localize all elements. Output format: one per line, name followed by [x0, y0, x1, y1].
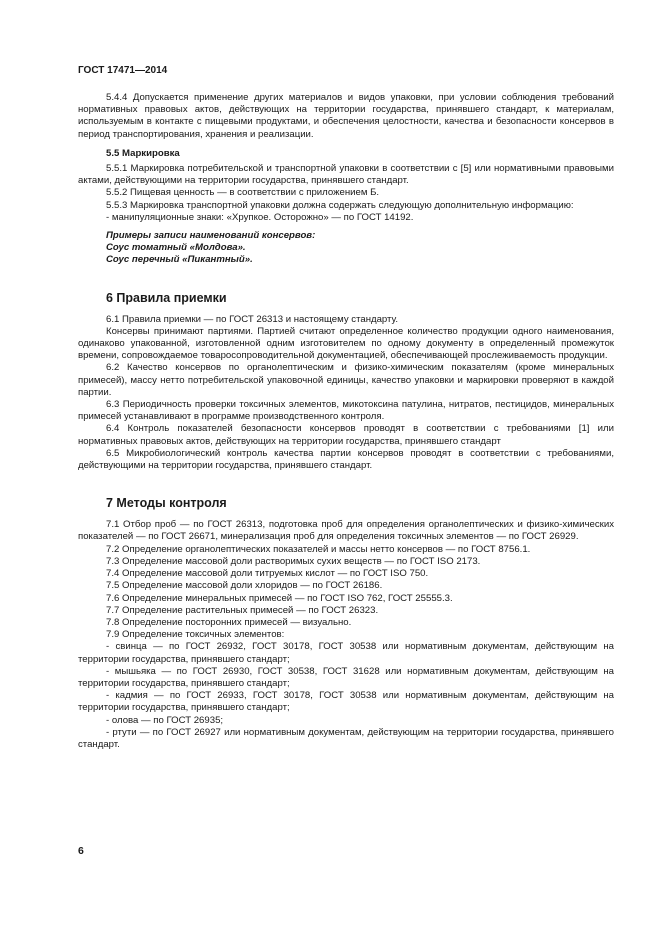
paragraph-6-1-lots: Консервы принимают партиями. Партией считают определенное количество продукции одного наименования, одинаково упакованной, изготовленной одним изготовителем по одному документу в определенный промежуток времени, сопровождаемое товаросопроводительной документацией, обеспечивающей прослеживаемость продукции. [78, 325, 614, 362]
paragraph-6-5: 6.5 Микробиологический контроль качества партии консервов проводят в соответствии с требованиями, действующими на территории государства, принявшего стандарт. [78, 447, 614, 472]
paragraph-5-5-2: 5.5.2 Пищевая ценность — в соответствии с приложением Б. [106, 187, 380, 199]
section-title-7: 7 Методы контроля [106, 496, 227, 511]
document-header: ГОСТ 17471—2014 [78, 65, 168, 76]
paragraph-6-2: 6.2 Качество консервов по органолептическим и физико-химическим показателям (кроме минеральных примесей), массу нетто потребительской упаковочной единицы, качество упаковки и маркировки проверяют в каждой партии. [78, 362, 614, 398]
paragraph-7-3: 7.3 Определение массовой доли растворимых сухих веществ — по ГОСТ ISO 2173. [106, 555, 481, 567]
paragraph-7-7: 7.7 Определение растительных примесей — по ГОСТ 26323. [106, 604, 379, 616]
paragraph-7-2: 7.2 Определение органолептических показателей и массы нетто консервов — по ГОСТ 8756.1. [106, 543, 531, 555]
paragraph-7-6: 7.6 Определение минеральных примесей — по ГОСТ ISO 762, ГОСТ 25555.3. [106, 592, 453, 604]
paragraph-5-4-4: 5.4.4 Допускается применение других материалов и видов упаковки, при условии соблюдения требований нормативных правовых актов, действующих на территории государства, принявшего стандарт, к материалам, используемым в контакте с пищевыми продуктами, и обеспечения целостности, качества и безопасности консервов в период транспортирования, хранения и реализации. [78, 92, 614, 140]
examples-title: Примеры записи наименований консервов: [106, 230, 316, 242]
example-2: Соус перечный «Пикантный». [106, 254, 253, 266]
paragraph-5-5-1: 5.5.1 Маркировка потребительской и транспортной упаковки в соответствии с [5] или нормативными правовыми актами, действующими на территории государства, принявшего стандарт. [78, 163, 614, 187]
list-item-lead: - свинца — по ГОСТ 26932, ГОСТ 30178, ГОСТ 30538 или нормативным документам, действующим на территории государства, принявшего стандарт; [78, 641, 614, 665]
paragraph-7-4: 7.4 Определение массовой доли титруемых кислот — по ГОСТ ISO 750. [106, 568, 429, 580]
paragraph-7-5: 7.5 Определение массовой доли хлоридов — по ГОСТ 26186. [106, 580, 383, 592]
paragraph-manipulation-signs: - манипуляционные знаки: «Хрупкое. Осторожно» — по ГОСТ 14192. [106, 211, 414, 223]
example-1: Соус томатный «Молдова». [106, 242, 246, 254]
paragraph-6-3: 6.3 Периодичность проверки токсичных элементов, микотоксина патулина, нитратов, пестицидов, минеральных примесей устанавливают в программе производственного контроля. [78, 399, 614, 423]
list-item-mercury: - ртути — по ГОСТ 26927 или нормативным документам, действующим на территории государства, принявшего стандарт. [78, 726, 614, 750]
list-item-tin: - олова — по ГОСТ 26935; [106, 714, 224, 726]
paragraph-7-1: 7.1 Отбор проб — по ГОСТ 26313, подготовка проб для определения органолептических и физико-химических показателей — по ГОСТ 26671, минерализация проб для определения токсичных элементов — по ГОСТ 26929. [78, 519, 614, 543]
section-title-6: 6 Правила приемки [106, 290, 227, 305]
subsection-title-5-5: 5.5 Маркировка [106, 147, 180, 159]
document-body [78, 92, 614, 751]
paragraph-7-8: 7.8 Определение посторонних примесей — визуально. [106, 616, 352, 628]
list-item-cadmium: - кадмия — по ГОСТ 26933, ГОСТ 30178, ГОСТ 30538 или нормативным документам, действующим на территории государства, принявшего стандарт; [78, 690, 614, 714]
examples-block [78, 230, 614, 267]
page-number: 6 [78, 845, 84, 857]
paragraph-5-5-3: 5.5.3 Маркировка транспортной упаковки должна содержать следующую дополнительную информацию: [106, 199, 574, 211]
paragraph-6-4: 6.4 Контроль показателей безопасности консервов проводят в соответствии с требованиями [1] или нормативных правовых актов, действующих на территории государства, принявшего стандарт [78, 423, 614, 447]
paragraph-6-1: 6.1 Правила приемки — по ГОСТ 26313 и настоящему стандарту. [106, 313, 399, 325]
paragraph-7-9: 7.9 Определение токсичных элементов: [106, 629, 285, 641]
list-item-arsenic: - мышьяка — по ГОСТ 26930, ГОСТ 30538, ГОСТ 31628 или нормативным документам, действующим на территории государства, принявшего стандарт; [78, 665, 614, 689]
